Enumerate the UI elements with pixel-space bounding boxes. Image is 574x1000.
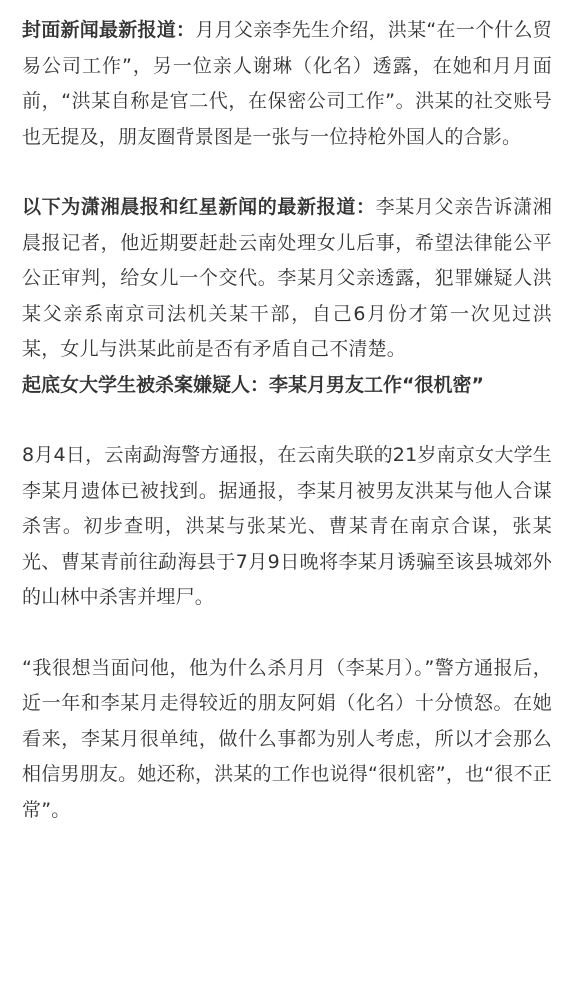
paragraph-police-report: 8月4日，云南勐海警方通报，在云南失联的21岁南京女大学生李某月遗体已被找到。据通报，李某月被男友洪某与他人合谋杀害。初步查明，洪某与张某光、曹某青在南京合谋，张某光、曹某青前往勐海县于7月9日晚将李某月诱骗至该县城郊外的山林中杀害并埋尸。 (22, 444, 552, 608)
section-heading: 起底女大学生被杀案嫌疑人：李某月男友工作“很机密” (22, 373, 484, 396)
paragraph-text-xiaoxiang-hongxing: 李某月父亲告诉潇湘晨报记者，他近期要赶赴云南处理女儿后事，希望法律能公平公正审判，给女儿一个交代。李某月父亲透露，犯罪嫌疑人洪某父亲系南京司法机关某干部，自己6月份才第一次见过洪某，女儿与洪某此前是否有矛盾自己不清楚。 (22, 196, 552, 360)
paragraph-text-cover-news: 月月父亲李先生介绍，洪某“在一个什么贸易公司工作”，另一位亲人谢琳（化名）透露，在她和月月面前，“洪某自称是官二代，在保密公司工作”。洪某的社交账号也无提及，朋友圈背景图是一张与一位持枪外国人的合影。 (22, 19, 552, 148)
paragraph-lead-xiaoxiang-hongxing: 以下为潇湘晨报和红星新闻的最新报道： (22, 196, 376, 218)
paragraph-xiaoxiang-hongxing (22, 190, 552, 368)
paragraph-lead-cover-news: 封面新闻最新报道： (22, 19, 196, 41)
paragraph-friend-quote: “我很想当面问他，他为什么杀月月（李某月）。”警方通报后，近一年和李某月走得较近的朋友阿娟（化名）十分愤怒。在她看来，李某月很单纯，做什么事都为别人考虑，所以才会那么相信男朋友。她还称，洪某的工作也说得“很机密”，也“很不正常”。 (22, 656, 552, 821)
paragraph-cover-news (22, 13, 552, 155)
